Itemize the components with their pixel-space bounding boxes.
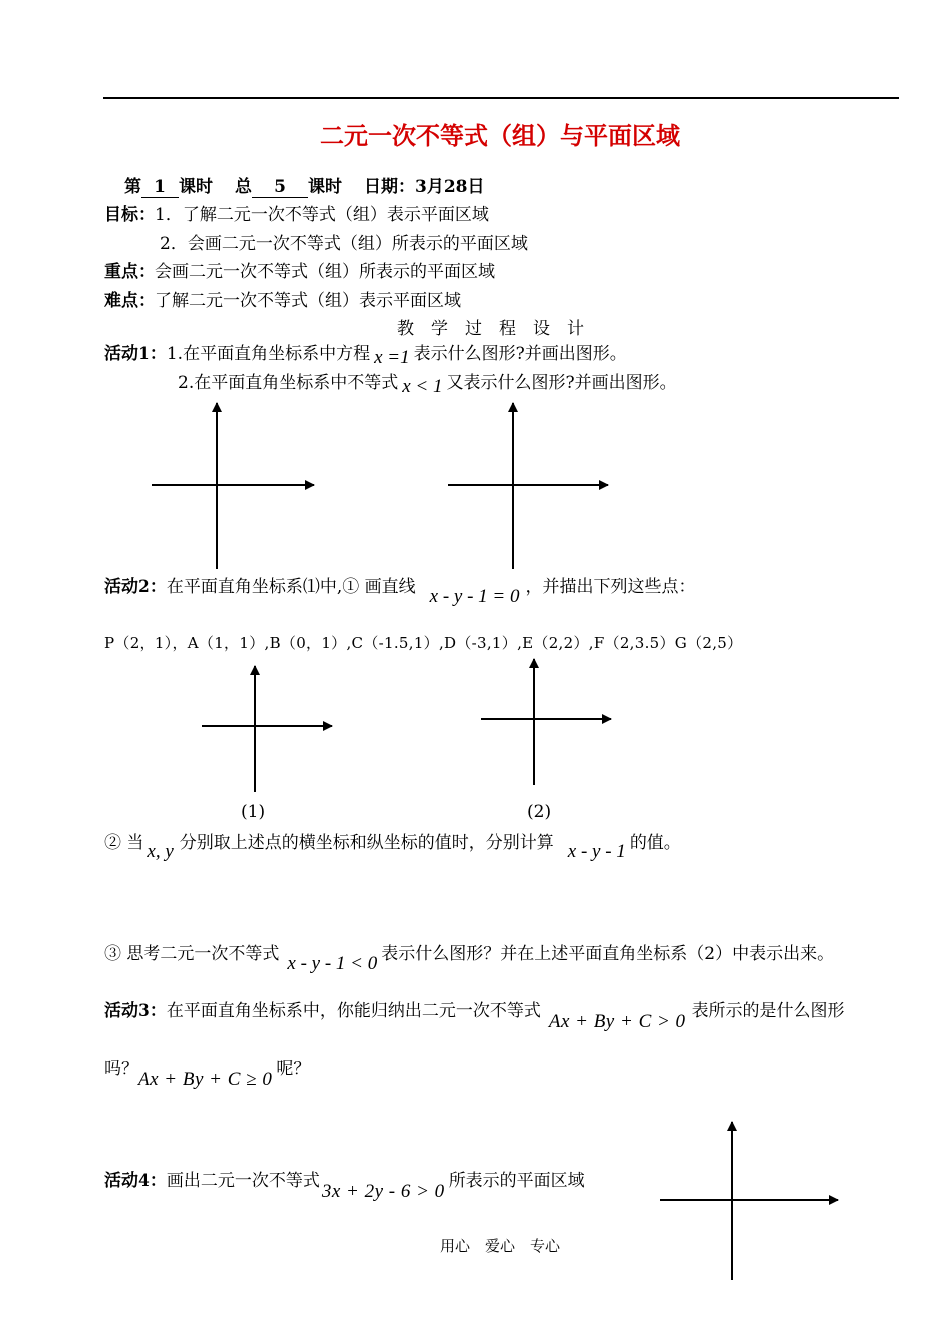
process-heading: 教 学 过 程 设 计 bbox=[397, 319, 584, 339]
step2-mid: 分别取上述点的横坐标和纵坐标的值时，分别计算 bbox=[179, 833, 554, 853]
activity3-line2 bbox=[104, 1058, 311, 1090]
axes-activity2-fig2 bbox=[479, 653, 619, 793]
step2-math-expr: x - y - 1 bbox=[567, 841, 626, 862]
step3-text: ③ 思考二元一次不等式 bbox=[104, 944, 280, 964]
step3-post: 表示什么图形？并在上述平面直角坐标系（2）中表示出来。 bbox=[381, 944, 835, 964]
activity4-label: 活动4： bbox=[104, 1171, 167, 1191]
activity1-q2-text: 2.在平面直角坐标系中不等式 bbox=[178, 373, 399, 393]
activity1-q1-text: 1.在平面直角坐标系中方程 bbox=[166, 344, 371, 364]
activity1-q1 bbox=[104, 343, 627, 368]
difficulty-label: 难点： bbox=[104, 291, 155, 311]
activity4-math: 3x + 2y - 6 > 0 bbox=[321, 1181, 445, 1202]
total-number: 5 bbox=[252, 177, 308, 198]
activity3-line2-pre: 吗？ bbox=[104, 1059, 138, 1079]
key-point-label: 重点： bbox=[104, 262, 155, 282]
activity2-step3 bbox=[104, 943, 835, 974]
step3-math: x - y - 1 < 0 bbox=[287, 953, 378, 974]
objective-1: 1．了解二元一次不等式（组）表示平面区域 bbox=[155, 205, 489, 225]
activity3-line2-post: 呢？ bbox=[276, 1059, 311, 1079]
objectives-line-1 bbox=[104, 204, 489, 226]
activity2-points: P（2，1），A（1，1）,B（0，1）,C（-1.5,1）,D（-3,1）,E（2,2）,F（2,3.5）G（2,5） bbox=[104, 634, 743, 652]
activity2-label: 活动2： bbox=[104, 577, 167, 597]
activity2-text-post: ，并描出下列这些点： bbox=[525, 577, 696, 597]
top-rule bbox=[103, 97, 899, 99]
activity1-q2-math: x < 1 bbox=[402, 376, 443, 397]
activity3-line1 bbox=[104, 1000, 845, 1032]
axes-activity2-fig1 bbox=[200, 660, 340, 800]
activity3-text-post: 表所示的是什么图形 bbox=[691, 1001, 845, 1021]
activity1-q1-math: x =1 bbox=[374, 347, 410, 368]
period-prefix: 第 bbox=[124, 177, 141, 197]
key-point bbox=[104, 261, 495, 283]
total-label: 课时 bbox=[308, 177, 342, 197]
total-prefix: 总 bbox=[235, 177, 252, 197]
axes-activity1-left bbox=[150, 395, 320, 575]
step2-text: ② 当 bbox=[104, 833, 144, 853]
objective-2: 2．会画二元一次不等式（组）所表示的平面区域 bbox=[160, 234, 528, 254]
page-footer: 用心 爱心 专心 bbox=[440, 1237, 561, 1255]
objectives-label: 目标： bbox=[104, 205, 155, 225]
step2-post: 的值。 bbox=[629, 833, 681, 853]
activity1-q2 bbox=[178, 372, 677, 397]
activity3-math1: Ax + By + C > 0 bbox=[548, 1011, 686, 1032]
activity2-text: 在平面直角坐标系⑴中,① 画直线 bbox=[166, 577, 416, 597]
difficulty-text: 了解二元一次不等式（组）表示平面区域 bbox=[155, 291, 461, 311]
figure-2-label: (2) bbox=[527, 802, 552, 822]
activity4-text-post: 所表示的平面区域 bbox=[448, 1171, 585, 1191]
activity4-line bbox=[104, 1170, 585, 1202]
activity3-math2: Ax + By + C ≥ 0 bbox=[138, 1069, 273, 1090]
axes-activity1-right bbox=[446, 395, 616, 575]
period-number: 1 bbox=[141, 177, 179, 198]
activity2-math: x - y - 1 = 0 bbox=[429, 586, 520, 607]
axes-activity4 bbox=[658, 1115, 848, 1285]
lesson-info bbox=[124, 176, 485, 198]
activity4-text: 画出二元一次不等式 bbox=[166, 1171, 320, 1191]
difficulty bbox=[104, 290, 461, 312]
activity3-label: 活动3： bbox=[104, 1001, 167, 1021]
activity1-label: 活动1： bbox=[104, 344, 167, 364]
activity1-q2-post: 又表示什么图形?并画出图形。 bbox=[446, 373, 677, 393]
period-label: 课时 bbox=[179, 177, 213, 197]
activity2-line bbox=[104, 576, 696, 607]
activity2-step2 bbox=[104, 832, 681, 862]
key-point-text: 会画二元一次不等式（组）所表示的平面区域 bbox=[155, 262, 495, 282]
page-title: 二元一次不等式（组）与平面区域 bbox=[320, 122, 680, 150]
activity1-q1-post: 表示什么图形?并画出图形。 bbox=[413, 344, 627, 364]
step2-math-xy: x, y bbox=[147, 841, 174, 862]
activity3-text: 在平面直角坐标系中，你能归纳出二元一次不等式 bbox=[166, 1001, 541, 1021]
figure-1-label: (1) bbox=[241, 802, 266, 822]
lesson-date: 日期：3月28日 bbox=[364, 177, 485, 197]
